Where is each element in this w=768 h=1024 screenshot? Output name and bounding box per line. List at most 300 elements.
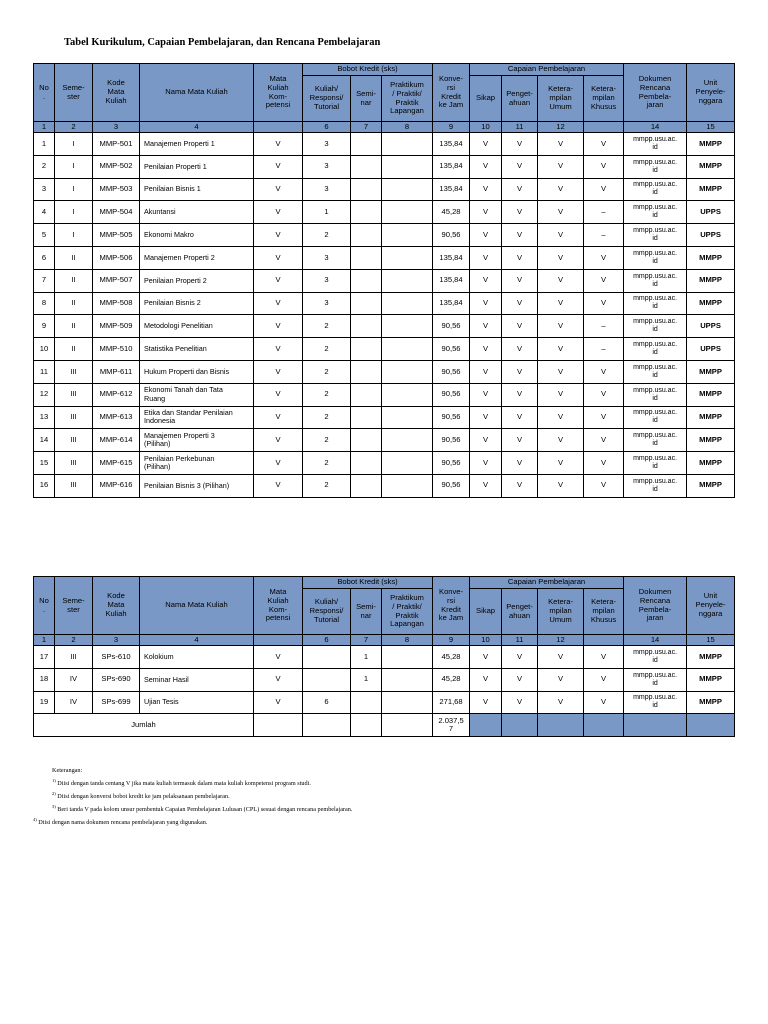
cell-dokumen: mmpp.usu.ac. id — [624, 406, 687, 429]
cell-seminar — [351, 315, 382, 338]
cell-praktikum — [382, 691, 433, 714]
note-1: $^{1)}$ Diisi dengan tanda centang V jika mata kuliah termasuk dalam mata kuliah kompetensi program studi. — [52, 778, 311, 788]
cell-unit: MMPP — [687, 360, 735, 383]
total-label: Jumlah — [34, 714, 254, 737]
cell-no: 3 — [34, 178, 55, 201]
header-konversi: Konve- rsi Kredit ke Jam — [433, 577, 470, 635]
column-number — [254, 635, 303, 646]
cell-no: 15 — [34, 452, 55, 475]
cell-konversi: 135,84 — [433, 155, 470, 178]
cell-pengetahuan: V — [502, 406, 538, 429]
cell-kode: MMP-509 — [93, 315, 140, 338]
cell-pengetahuan: V — [502, 224, 538, 247]
header-capaian: Capaian Pembelajaran — [470, 64, 624, 76]
cell-keterampilan-umum: V — [538, 474, 584, 497]
cell-kode: MMP-504 — [93, 201, 140, 224]
cell-keterampilan-khusus: – — [584, 201, 624, 224]
cell-sikap: V — [470, 646, 502, 669]
column-number: 10 — [470, 122, 502, 133]
cell-dokumen: mmpp.usu.ac. id — [624, 201, 687, 224]
cell-sikap: V — [470, 201, 502, 224]
cell-kompetensi: V — [254, 201, 303, 224]
cell-sikap: V — [470, 452, 502, 475]
table-row — [34, 383, 735, 406]
column-number: 10 — [470, 635, 502, 646]
cell-nama: Ujian Tesis — [140, 691, 254, 714]
cell-semester: I — [55, 133, 93, 156]
cell-praktikum — [382, 360, 433, 383]
cell-kuliah: 3 — [303, 133, 351, 156]
cell-kuliah: 2 — [303, 452, 351, 475]
cell-sikap: V — [470, 360, 502, 383]
cell-sikap: V — [470, 269, 502, 292]
column-number: 8 — [382, 635, 433, 646]
cell-dokumen: mmpp.usu.ac. id — [624, 269, 687, 292]
cell-konversi: 135,84 — [433, 246, 470, 269]
header-pengetahuan: Penget- ahuan — [502, 76, 538, 122]
cell-keterampilan-khusus: V — [584, 429, 624, 452]
cell-sikap: V — [470, 429, 502, 452]
cell-sikap: V — [470, 292, 502, 315]
column-number — [584, 635, 624, 646]
header-kompetensi: Mata Kuliah Kom- petensi — [254, 64, 303, 122]
cell-no: 16 — [34, 474, 55, 497]
cell-semester: III — [55, 474, 93, 497]
cell-nama: Penilaian Bisnis 2 — [140, 292, 254, 315]
cell-keterampilan-umum: V — [538, 338, 584, 361]
notes-section — [33, 766, 352, 828]
cell-sikap: V — [470, 691, 502, 714]
cell-pengetahuan: V — [502, 269, 538, 292]
cell-semester: I — [55, 201, 93, 224]
cell-kompetensi: V — [254, 269, 303, 292]
cell-nama: Metodologi Penelitian — [140, 315, 254, 338]
cell-seminar — [351, 383, 382, 406]
cell-dokumen: mmpp.usu.ac. id — [624, 646, 687, 669]
header-bobot-kredit: Bobot Kredit (sks) — [303, 577, 433, 589]
cell-konversi: 90,56 — [433, 429, 470, 452]
cell-pengetahuan: V — [502, 383, 538, 406]
cell-keterampilan-umum: V — [538, 133, 584, 156]
cell-seminar — [351, 429, 382, 452]
cell-nama: Penilaian Bisnis 1 — [140, 178, 254, 201]
total-value: 2.037,5 7 — [433, 714, 470, 737]
column-number: 15 — [687, 122, 735, 133]
total-blank — [502, 714, 538, 737]
column-number: 2 — [55, 635, 93, 646]
header-seminar: Semi- nar — [351, 76, 382, 122]
cell-dokumen: mmpp.usu.ac. id — [624, 668, 687, 691]
cell-kompetensi: V — [254, 383, 303, 406]
cell-keterampilan-umum: V — [538, 691, 584, 714]
cell-semester: II — [55, 292, 93, 315]
cell-keterampilan-umum: V — [538, 646, 584, 669]
cell-seminar — [351, 155, 382, 178]
table-row — [34, 691, 735, 714]
cell-konversi: 90,56 — [433, 360, 470, 383]
header-no: No . — [34, 577, 55, 635]
cell-praktikum — [382, 201, 433, 224]
column-number: 14 — [624, 122, 687, 133]
cell-dokumen: mmpp.usu.ac. id — [624, 474, 687, 497]
table-row — [34, 474, 735, 497]
cell-pengetahuan: V — [502, 315, 538, 338]
cell-semester: III — [55, 429, 93, 452]
notes-heading: Keterangan: — [52, 767, 83, 774]
total-row — [34, 714, 735, 737]
table-row — [34, 133, 735, 156]
cell-pengetahuan: V — [502, 691, 538, 714]
cell-no: 18 — [34, 668, 55, 691]
cell-kuliah: 6 — [303, 691, 351, 714]
cell-keterampilan-khusus: V — [584, 292, 624, 315]
cell-sikap: V — [470, 668, 502, 691]
table-row — [34, 292, 735, 315]
cell-praktikum — [382, 646, 433, 669]
table-row — [34, 178, 735, 201]
header-pengetahuan: Penget- ahuan — [502, 589, 538, 635]
total-blank — [538, 714, 584, 737]
cell-no: 12 — [34, 383, 55, 406]
cell-kode: MMP-612 — [93, 383, 140, 406]
cell-keterampilan-umum: V — [538, 292, 584, 315]
cell-keterampilan-khusus: – — [584, 338, 624, 361]
cell-keterampilan-khusus: V — [584, 360, 624, 383]
cell-seminar — [351, 201, 382, 224]
cell-nama: Manajemen Properti 3 (Pilihan) — [140, 429, 254, 452]
cell-keterampilan-khusus: V — [584, 452, 624, 475]
cell-pengetahuan: V — [502, 452, 538, 475]
cell-dokumen: mmpp.usu.ac. id — [624, 429, 687, 452]
cell-nama: Statistika Penelitian — [140, 338, 254, 361]
cell-unit: UPPS — [687, 224, 735, 247]
cell-nama: Manajemen Properti 2 — [140, 246, 254, 269]
cell-no: 5 — [34, 224, 55, 247]
column-number: 12 — [538, 122, 584, 133]
cell-kuliah: 2 — [303, 383, 351, 406]
cell-keterampilan-umum: V — [538, 452, 584, 475]
cell-unit: MMPP — [687, 646, 735, 669]
cell-keterampilan-umum: V — [538, 155, 584, 178]
cell-semester: II — [55, 246, 93, 269]
column-number: 8 — [382, 122, 433, 133]
cell-kompetensi: V — [254, 246, 303, 269]
cell-kuliah: 3 — [303, 246, 351, 269]
cell-no: 2 — [34, 155, 55, 178]
curriculum-table — [33, 576, 735, 737]
cell-no: 9 — [34, 315, 55, 338]
cell-kompetensi: V — [254, 406, 303, 429]
table-row — [34, 429, 735, 452]
cell-semester: II — [55, 269, 93, 292]
cell-semester: IV — [55, 668, 93, 691]
cell-unit: MMPP — [687, 178, 735, 201]
cell-konversi: 90,56 — [433, 406, 470, 429]
cell-konversi: 45,28 — [433, 201, 470, 224]
cell-dokumen: mmpp.usu.ac. id — [624, 133, 687, 156]
note-3: $^{3)}$ Beri tanda V pada kolom unsur pembentuk Capaian Pembelajaran Lulusan (CPL) sesuai dengan rencana pembelajaran. — [52, 804, 353, 814]
cell-kompetensi: V — [254, 360, 303, 383]
cell-unit: UPPS — [687, 201, 735, 224]
header-konversi: Konve- rsi Kredit ke Jam — [433, 64, 470, 122]
cell-unit: UPPS — [687, 338, 735, 361]
cell-kompetensi: V — [254, 691, 303, 714]
cell-kompetensi: V — [254, 429, 303, 452]
note-4: $^{4)}$ Diisi dengan nama dokumen rencana pembelajaran yang digunakan. — [33, 817, 208, 827]
header-sikap: Sikap — [470, 76, 502, 122]
cell-dokumen: mmpp.usu.ac. id — [624, 155, 687, 178]
cell-kode: MMP-502 — [93, 155, 140, 178]
cell-sikap: V — [470, 474, 502, 497]
cell-kompetensi: V — [254, 646, 303, 669]
cell-unit: MMPP — [687, 133, 735, 156]
table-row — [34, 201, 735, 224]
cell-unit: MMPP — [687, 429, 735, 452]
cell-praktikum — [382, 269, 433, 292]
cell-seminar — [351, 474, 382, 497]
column-number: 9 — [433, 122, 470, 133]
cell-kuliah: 2 — [303, 224, 351, 247]
cell-seminar — [351, 292, 382, 315]
cell-kuliah: 3 — [303, 178, 351, 201]
cell-dokumen: mmpp.usu.ac. id — [624, 315, 687, 338]
cell-kuliah: 3 — [303, 292, 351, 315]
cell-konversi: 45,28 — [433, 668, 470, 691]
total-blank — [584, 714, 624, 737]
cell-pengetahuan: V — [502, 292, 538, 315]
header-semester: Seme- ster — [55, 577, 93, 635]
table-row — [34, 269, 735, 292]
cell-keterampilan-umum: V — [538, 269, 584, 292]
cell-dokumen: mmpp.usu.ac. id — [624, 224, 687, 247]
header-seminar: Semi- nar — [351, 589, 382, 635]
cell-unit: MMPP — [687, 406, 735, 429]
cell-pengetahuan: V — [502, 338, 538, 361]
header-sikap: Sikap — [470, 589, 502, 635]
cell-kode: MMP-506 — [93, 246, 140, 269]
cell-kuliah: 2 — [303, 360, 351, 383]
header-ket-khusus: Ketera- mpilan Khusus — [584, 76, 624, 122]
column-number: 9 — [433, 635, 470, 646]
cell-keterampilan-khusus: V — [584, 691, 624, 714]
cell-nama: Ekonomi Tanah dan Tata Ruang — [140, 383, 254, 406]
cell-unit: MMPP — [687, 292, 735, 315]
cell-kuliah: 3 — [303, 269, 351, 292]
column-number: 1 — [34, 635, 55, 646]
cell-keterampilan-umum: V — [538, 246, 584, 269]
cell-semester: III — [55, 452, 93, 475]
cell-unit: MMPP — [687, 452, 735, 475]
cell-unit: MMPP — [687, 269, 735, 292]
cell-konversi: 135,84 — [433, 292, 470, 315]
cell-keterampilan-khusus: V — [584, 269, 624, 292]
cell-kode: MMP-613 — [93, 406, 140, 429]
cell-no: 7 — [34, 269, 55, 292]
cell-kompetensi: V — [254, 292, 303, 315]
cell-kompetensi: V — [254, 668, 303, 691]
header-praktikum: Praktikum / Praktik/ Praktik Lapangan — [382, 76, 433, 122]
total-empty — [382, 714, 433, 737]
cell-nama: Akuntansi — [140, 201, 254, 224]
cell-praktikum — [382, 224, 433, 247]
cell-sikap: V — [470, 133, 502, 156]
cell-keterampilan-umum: V — [538, 201, 584, 224]
cell-seminar — [351, 360, 382, 383]
cell-no: 17 — [34, 646, 55, 669]
cell-keterampilan-khusus: V — [584, 406, 624, 429]
cell-no: 11 — [34, 360, 55, 383]
cell-sikap: V — [470, 315, 502, 338]
cell-dokumen: mmpp.usu.ac. id — [624, 292, 687, 315]
cell-konversi: 135,84 — [433, 178, 470, 201]
header-ket-umum: Ketera- mpilan Umum — [538, 76, 584, 122]
cell-nama: Manajemen Properti 1 — [140, 133, 254, 156]
cell-semester: IV — [55, 691, 93, 714]
column-number: 7 — [351, 122, 382, 133]
cell-konversi: 90,56 — [433, 338, 470, 361]
header-semester: Seme- ster — [55, 64, 93, 122]
cell-dokumen: mmpp.usu.ac. id — [624, 338, 687, 361]
table-row — [34, 224, 735, 247]
cell-konversi: 271,68 — [433, 691, 470, 714]
column-number: 11 — [502, 635, 538, 646]
cell-nama: Seminar Hasil — [140, 668, 254, 691]
header-kompetensi: Mata Kuliah Kom- petensi — [254, 577, 303, 635]
column-number: 4 — [140, 635, 254, 646]
header-no: No . — [34, 64, 55, 122]
table-row — [34, 155, 735, 178]
cell-kode: MMP-614 — [93, 429, 140, 452]
cell-keterampilan-umum: V — [538, 178, 584, 201]
cell-keterampilan-umum: V — [538, 315, 584, 338]
cell-keterampilan-khusus: V — [584, 668, 624, 691]
cell-konversi: 90,56 — [433, 474, 470, 497]
cell-kompetensi: V — [254, 474, 303, 497]
column-number — [254, 122, 303, 133]
column-number: 14 — [624, 635, 687, 646]
cell-keterampilan-khusus: – — [584, 315, 624, 338]
cell-semester: III — [55, 383, 93, 406]
cell-keterampilan-khusus: V — [584, 383, 624, 406]
cell-keterampilan-umum: V — [538, 406, 584, 429]
cell-dokumen: mmpp.usu.ac. id — [624, 691, 687, 714]
page-title: Tabel Kurikulum, Capaian Pembelajaran, dan Rencana Pembelajaran — [64, 37, 381, 48]
header-capaian: Capaian Pembelajaran — [470, 577, 624, 589]
cell-praktikum — [382, 338, 433, 361]
header-dokumen: Dokumen Rencana Pembela- jaran — [624, 577, 687, 635]
cell-praktikum — [382, 383, 433, 406]
cell-sikap: V — [470, 155, 502, 178]
cell-kuliah: 3 — [303, 155, 351, 178]
cell-keterampilan-khusus: V — [584, 178, 624, 201]
column-number: 6 — [303, 635, 351, 646]
cell-no: 1 — [34, 133, 55, 156]
header-ket-umum: Ketera- mpilan Umum — [538, 589, 584, 635]
cell-nama: Etika dan Standar Penilaian Indonesia — [140, 406, 254, 429]
cell-nama: Penilaian Bisnis 3 (Pilihan) — [140, 474, 254, 497]
header-kuliah: Kuliah/ Responsi/ Tutorial — [303, 76, 351, 122]
cell-praktikum — [382, 429, 433, 452]
column-number: 12 — [538, 635, 584, 646]
cell-unit: UPPS — [687, 315, 735, 338]
cell-keterampilan-khusus: V — [584, 155, 624, 178]
cell-konversi: 90,56 — [433, 452, 470, 475]
header-ket-khusus: Ketera- mpilan Khusus — [584, 589, 624, 635]
cell-sikap: V — [470, 224, 502, 247]
cell-kuliah: 2 — [303, 338, 351, 361]
header-nama: Nama Mata Kuliah — [140, 64, 254, 122]
cell-pengetahuan: V — [502, 178, 538, 201]
cell-keterampilan-khusus: V — [584, 246, 624, 269]
cell-unit: MMPP — [687, 155, 735, 178]
cell-seminar — [351, 269, 382, 292]
cell-pengetahuan: V — [502, 668, 538, 691]
curriculum-table — [33, 63, 735, 498]
cell-dokumen: mmpp.usu.ac. id — [624, 246, 687, 269]
column-number — [584, 122, 624, 133]
cell-dokumen: mmpp.usu.ac. id — [624, 360, 687, 383]
cell-seminar — [351, 224, 382, 247]
header-praktikum: Praktikum / Praktik/ Praktik Lapangan — [382, 589, 433, 635]
cell-seminar — [351, 178, 382, 201]
cell-kuliah: 2 — [303, 406, 351, 429]
cell-semester: II — [55, 315, 93, 338]
cell-konversi: 90,56 — [433, 315, 470, 338]
cell-nama: Ekonomi Makro — [140, 224, 254, 247]
cell-no: 14 — [34, 429, 55, 452]
cell-kode: SPs-699 — [93, 691, 140, 714]
cell-no: 8 — [34, 292, 55, 315]
total-empty — [254, 714, 303, 737]
cell-sikap: V — [470, 246, 502, 269]
cell-praktikum — [382, 452, 433, 475]
cell-seminar — [351, 691, 382, 714]
header-kode: Kode Mata Kuliah — [93, 577, 140, 635]
cell-semester: II — [55, 338, 93, 361]
cell-kuliah — [303, 668, 351, 691]
cell-kode: MMP-505 — [93, 224, 140, 247]
cell-konversi: 45,28 — [433, 646, 470, 669]
cell-kode: MMP-510 — [93, 338, 140, 361]
cell-sikap: V — [470, 383, 502, 406]
table-row — [34, 646, 735, 669]
cell-seminar — [351, 133, 382, 156]
cell-pengetahuan: V — [502, 429, 538, 452]
column-number: 7 — [351, 635, 382, 646]
cell-unit: MMPP — [687, 246, 735, 269]
cell-keterampilan-umum: V — [538, 360, 584, 383]
cell-unit: MMPP — [687, 383, 735, 406]
cell-konversi: 90,56 — [433, 383, 470, 406]
cell-pengetahuan: V — [502, 133, 538, 156]
cell-nama: Kolokium — [140, 646, 254, 669]
cell-semester: III — [55, 360, 93, 383]
column-number: 3 — [93, 635, 140, 646]
cell-kompetensi: V — [254, 452, 303, 475]
table-row — [34, 338, 735, 361]
cell-kode: MMP-616 — [93, 474, 140, 497]
header-unit: Unit Penyele- nggara — [687, 64, 735, 122]
column-number: 15 — [687, 635, 735, 646]
cell-praktikum — [382, 155, 433, 178]
cell-kode: MMP-508 — [93, 292, 140, 315]
cell-kompetensi: V — [254, 133, 303, 156]
cell-seminar: 1 — [351, 668, 382, 691]
table-row — [34, 246, 735, 269]
header-nama: Nama Mata Kuliah — [140, 577, 254, 635]
cell-nama: Penilaian Properti 1 — [140, 155, 254, 178]
cell-praktikum — [382, 246, 433, 269]
